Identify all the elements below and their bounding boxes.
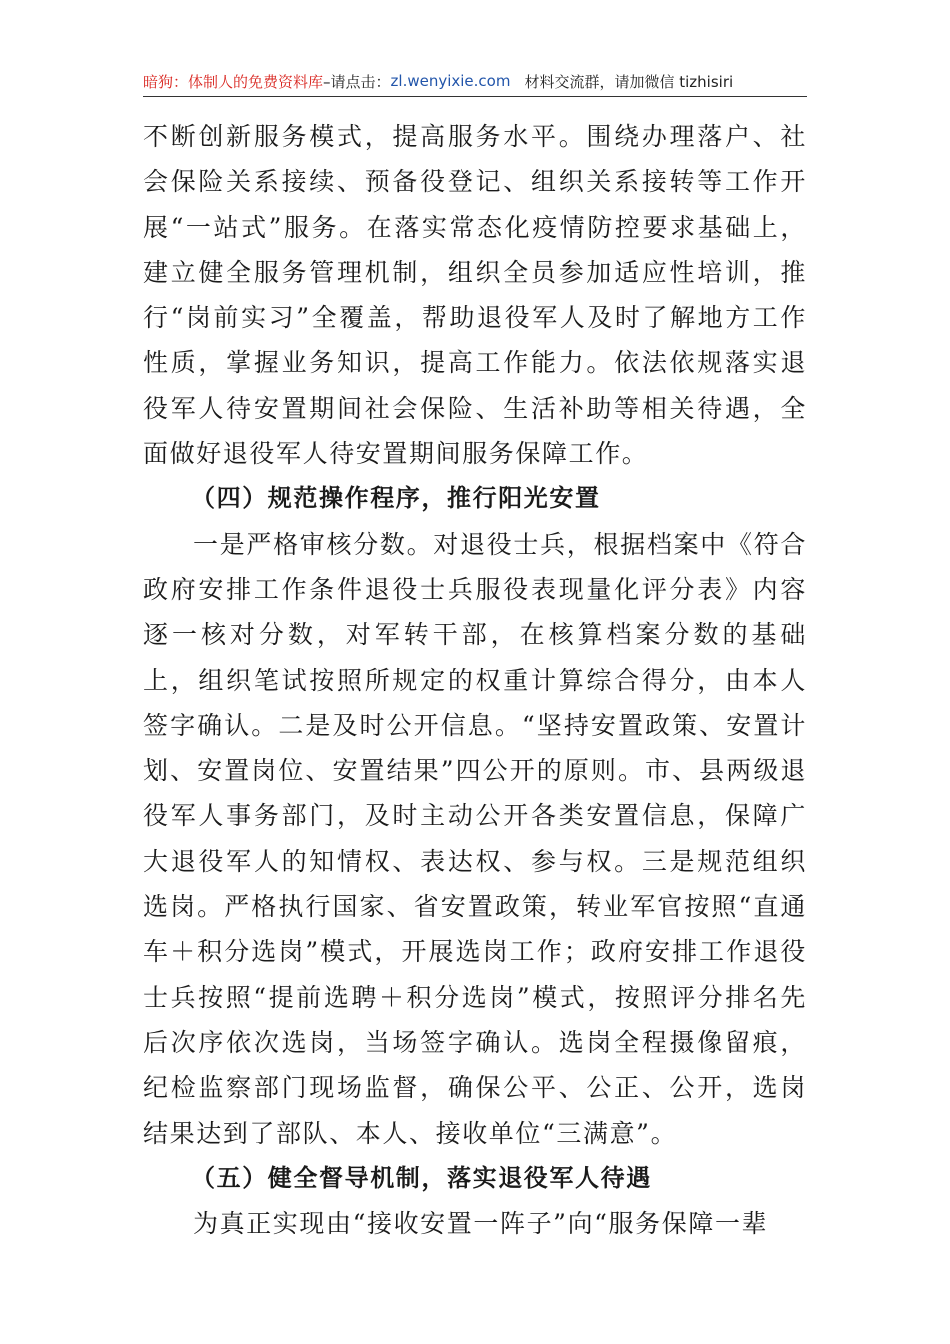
document-body (143, 114, 807, 1246)
header-brand: 暗狗：体制人的免费资料库 (143, 72, 324, 91)
header-divider (143, 96, 807, 97)
header-link[interactable]: zl.wenyixie.com (390, 72, 511, 90)
section-heading-5: （五）健全督导机制，落实退役军人待遇 (191, 1163, 652, 1192)
header-prompt: –请点击： (323, 72, 391, 91)
paragraph-supervision: 为真正实现由“接收安置一阵子”向“服务保障一辈 (193, 1209, 769, 1239)
paragraph-service: 不断创新服务模式，提高服务水平。围绕办理落户、社会保险关系接续、预备役登记、组织关系接转等工作开展“一站式”服务。在落实常态化疫情防控要求基础上，建立健全服务管理机制，组织全员参加适应性培训，推行“岗前实习”全覆盖，帮助退役军人及时了解地方工作性质，掌握业务知识，提高工作能力。依法依规落实退役军人待安置期间社会保险、生活补助等相关待遇，全面做好退役军人待安置期间服务保障工作。 (143, 122, 807, 469)
header-contact: 材料交流群，请加微信 tizhisiri (524, 72, 734, 91)
paragraph-procedure: 一是严格审核分数。对退役士兵，根据档案中《符合政府安排工作条件退役士兵服役表现量化评分表》内容逐一核对分数，对军转干部，在核算档案分数的基础上，组织笔试按照所规定的权重计算综合得分，由本人签字确认。二是及时公开信息。“坚持安置政策、安置计划、安置岗位、安置结果”四公开的原则。市、县两级退役军人事务部门，及时主动公开各类安置信息，保障广大退役军人的知情权、表达权、参与权。三是规范组织选岗。严格执行国家、省安置政策，转业军官按照“直通车＋积分选岗”模式，开展选岗工作；政府安排工作退役士兵按照“提前选聘＋积分选岗”模式，按照评分排名先后次序依次选岗，当场签字确认。选岗全程摄像留痕，纪检监察部门现场监督，确保公平、公正、公开，选岗结果达到了部队、本人、接收单位“三满意”。 (143, 529, 807, 1148)
page-header (143, 66, 807, 96)
section-heading-4: （四）规范操作程序，推行阳光安置 (191, 484, 601, 513)
